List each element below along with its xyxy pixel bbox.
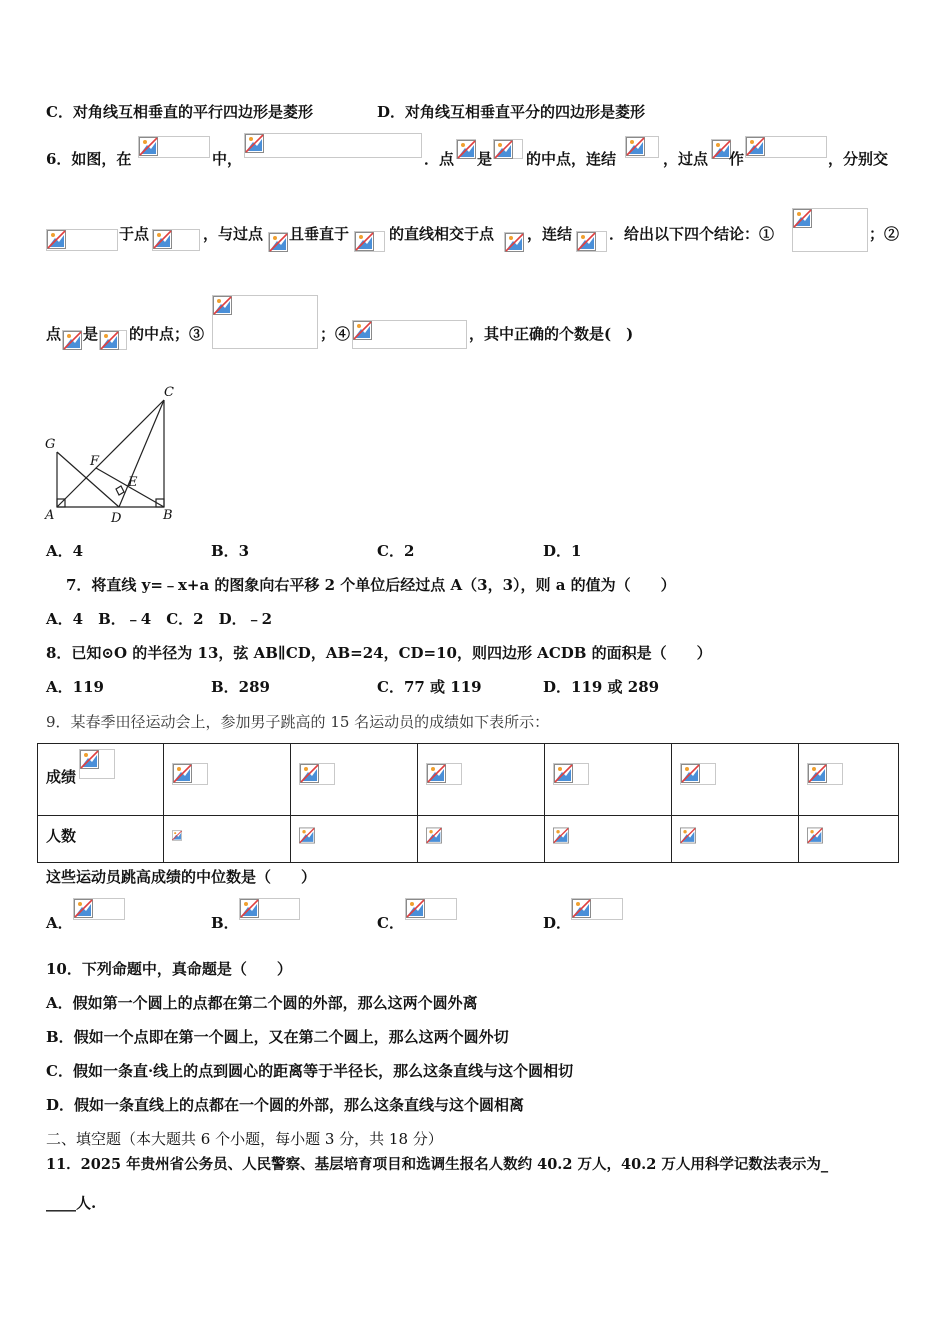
broken-image-icon	[807, 826, 823, 845]
q6-text: 中，	[212, 150, 243, 168]
right-angle-e	[116, 486, 124, 495]
q6-option-d: D．1	[543, 542, 582, 560]
formula-image	[493, 139, 523, 159]
q8-option-d: D．119 或 289	[543, 678, 660, 696]
label-e: E	[128, 475, 138, 490]
q10-option-d: D．假如一条直线上的点都在一个圆的外部，那么这条直线与这个圆相离	[46, 1096, 525, 1114]
section-heading: 二、填空题（本大题共 6 个小题，每小题 3 分，共 18 分）	[46, 1130, 443, 1148]
broken-image-icon	[245, 134, 264, 153]
formula-image	[807, 763, 843, 785]
formula-image	[625, 136, 659, 158]
formula-image	[99, 330, 127, 350]
q6-text: 作	[729, 150, 745, 168]
broken-image-icon	[153, 230, 172, 249]
table-row	[38, 744, 899, 816]
q6-text: ，与过点	[203, 225, 264, 243]
table-cell	[545, 744, 672, 816]
broken-image-icon	[173, 764, 192, 783]
broken-image-icon	[269, 233, 288, 252]
q6-text: 是	[477, 150, 493, 168]
formula-image	[46, 229, 118, 251]
formula-image	[172, 826, 182, 846]
formula-image	[680, 763, 716, 785]
formula-image	[426, 763, 462, 785]
q6-text: 6．如图，在	[46, 150, 132, 168]
broken-image-icon	[680, 826, 696, 845]
table-cell	[164, 744, 291, 816]
formula-image	[426, 826, 442, 846]
formula-image	[680, 826, 696, 846]
broken-image-icon	[577, 232, 596, 251]
broken-image-icon	[681, 764, 700, 783]
q8-option-a: A．119	[46, 678, 104, 696]
table-cell	[291, 744, 418, 816]
q9-stem: 9．某春季田径运动会上，参加男子跳高的 15 名运动员的成绩如下表所示：	[46, 713, 550, 731]
broken-image-icon	[427, 764, 446, 783]
q9-question: 这些运动员跳高成绩的中位数是（ ）	[46, 868, 317, 886]
formula-image	[138, 136, 210, 158]
formula-image	[352, 320, 467, 349]
q10-stem: 10．下列命题中，真命题是（ ）	[46, 960, 292, 978]
q8-option-b: B．289	[211, 678, 270, 696]
broken-image-icon	[494, 140, 513, 159]
table-cell	[164, 816, 291, 863]
q9-option-d: D．	[543, 914, 572, 932]
segment-gd	[57, 452, 119, 507]
q8-stem: 8．已知⊙O 的半径为 13，弦 AB∥CD，AB=24，CD=10，则四边形 ACDB 的面积是（ ）	[46, 644, 712, 662]
broken-image-icon	[457, 140, 476, 159]
broken-image-icon	[74, 899, 93, 918]
q6-text: ；④	[320, 325, 351, 343]
q8-option-c: C．77 或 119	[377, 678, 482, 696]
broken-image-icon	[553, 826, 569, 845]
broken-image-icon	[240, 899, 259, 918]
broken-image-icon	[47, 230, 66, 249]
q6-text: 于点	[119, 225, 150, 243]
row-label-score: 成绩	[46, 768, 77, 786]
broken-image-icon	[80, 750, 99, 769]
q9-option-b: B．	[211, 914, 239, 932]
table-cell	[799, 744, 899, 816]
label-g: G	[45, 437, 56, 452]
q6-option-b: B．3	[211, 542, 250, 560]
formula-image	[299, 763, 335, 785]
broken-image-icon	[299, 826, 315, 845]
broken-image-icon	[808, 764, 827, 783]
broken-image-icon	[172, 826, 182, 845]
table-cell	[799, 816, 899, 863]
formula-image	[212, 295, 318, 349]
q6-text: ，连结	[527, 225, 573, 243]
score-table	[37, 743, 899, 863]
broken-image-icon	[355, 232, 374, 251]
table-header-cell	[38, 744, 164, 816]
broken-image-icon	[213, 296, 232, 315]
q6-text: 点	[46, 325, 62, 343]
segment-ac	[57, 400, 164, 507]
broken-image-icon	[63, 331, 82, 350]
q9-option-c: C．	[377, 914, 404, 932]
label-b: B	[163, 508, 173, 523]
table-cell	[418, 816, 545, 863]
broken-image-icon	[626, 137, 645, 156]
geometry-figure	[40, 380, 190, 525]
formula-image	[268, 232, 288, 252]
broken-image-icon	[406, 899, 425, 918]
q6-text: ，过点	[663, 150, 709, 168]
q7-stem: 7．将直线 y=﹣x+a 的图象向右平移 2 个单位后经过点 A（3，3），则 a 的值为（ ）	[66, 576, 676, 594]
table-row	[38, 816, 899, 863]
broken-image-icon	[139, 137, 158, 156]
formula-image	[576, 231, 607, 252]
q11-line1: 11．2025 年贵州省公务员、人民警察、基层培育项目和选调生报名人数约 40.2 万人，40.2 万人用科学记数法表示为_	[46, 1156, 829, 1173]
q6-text: ．给出以下四个结论：①	[609, 225, 775, 243]
q6-text: ；②	[869, 225, 900, 243]
formula-image	[504, 232, 524, 252]
broken-image-icon	[505, 233, 524, 252]
formula-image	[571, 898, 623, 920]
label-c: C	[164, 385, 174, 400]
formula-image	[745, 136, 827, 158]
formula-image	[239, 898, 300, 920]
label-d: D	[111, 511, 122, 525]
formula-image	[405, 898, 457, 920]
label-f: F	[90, 454, 100, 469]
q5-option-c: C．对角线互相垂直的平行四边形是菱形	[46, 103, 313, 121]
broken-image-icon	[353, 321, 372, 340]
formula-image	[711, 139, 731, 159]
q6-text: 的直线相交于点	[389, 225, 495, 243]
broken-image-icon	[554, 764, 573, 783]
q6-option-c: C．2	[377, 542, 415, 560]
label-a: A	[45, 508, 55, 523]
q6-text: 的中点；③	[129, 325, 205, 343]
table-cell	[545, 816, 672, 863]
formula-image	[456, 139, 476, 159]
row-label-count: 人数	[46, 827, 77, 845]
q9-option-a: A．	[46, 914, 73, 932]
q6-text: ．点	[424, 150, 455, 168]
q6-text: ，其中正确的个数是( )	[469, 325, 634, 343]
formula-image	[73, 898, 125, 920]
broken-image-icon	[300, 764, 319, 783]
broken-image-icon	[572, 899, 591, 918]
formula-image	[152, 229, 200, 251]
q6-text: 且垂直于	[289, 225, 350, 243]
broken-image-icon	[793, 209, 812, 228]
q7-options: A．4 B．﹣4 C．2 D．﹣2	[46, 610, 273, 628]
table-cell	[672, 816, 799, 863]
q11-line2: ____人.	[46, 1194, 97, 1212]
formula-image	[79, 749, 115, 779]
formula-image	[354, 231, 385, 252]
q6-text: 是	[83, 325, 99, 343]
formula-image	[172, 763, 208, 785]
broken-image-icon	[100, 331, 119, 350]
formula-image	[792, 208, 868, 252]
q6-text: 的中点，连结	[526, 150, 617, 168]
table-header-cell	[38, 816, 164, 863]
q10-option-c: C．假如一条直·线上的点到圆心的距离等于半径长，那么这条直线与这个圆相切	[46, 1062, 574, 1080]
broken-image-icon	[746, 137, 765, 156]
formula-image	[807, 826, 823, 846]
formula-image	[553, 763, 589, 785]
formula-image	[299, 826, 315, 846]
q6-text: ，分别交	[828, 150, 889, 168]
table-cell	[672, 744, 799, 816]
broken-image-icon	[426, 826, 442, 845]
formula-image	[553, 826, 569, 846]
q5-option-d: D．对角线互相垂直平分的四边形是菱形	[377, 103, 646, 121]
q10-option-b: B．假如一个点即在第一个圆上，又在第二个圆上，那么这两个圆外切	[46, 1028, 509, 1046]
table-cell	[291, 816, 418, 863]
segment-cd	[119, 400, 164, 507]
q10-option-a: A．假如第一个圆上的点都在第二个圆的外部，那么这两个圆外离	[46, 994, 478, 1012]
formula-image	[244, 133, 422, 158]
formula-image	[62, 330, 82, 350]
q6-option-a: A．4	[46, 542, 84, 560]
table-cell	[418, 744, 545, 816]
